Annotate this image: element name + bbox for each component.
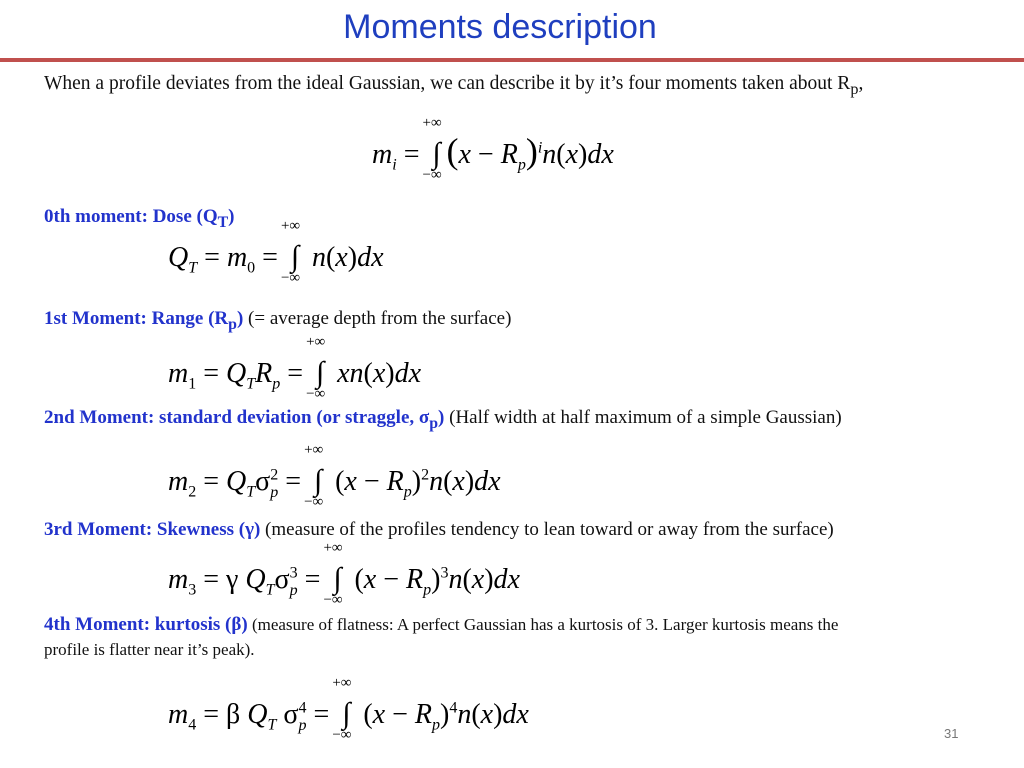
equation-moment-1: $m_1 = Q_TR_p$ = +∞ ∫ −∞ xn(x)dx <box>168 334 422 402</box>
equation-general: $m_i$ = +∞ ∫ −∞ $(x - R_p)^in(x)dx$ <box>372 115 614 183</box>
integral-sign: +∞ ∫ −∞ <box>304 442 324 510</box>
moment-3-desc: (measure of the profiles tendency to lean toward or away from the surface) <box>260 519 834 540</box>
page-number: 31 <box>944 726 959 741</box>
moment-4-desc-cont: profile is flatter near it’s peak). <box>44 640 255 659</box>
title-divider <box>0 58 1024 62</box>
integral-sign: +∞ ∫ −∞ <box>323 540 343 608</box>
moment-2-desc: (Half width at half maximum of a simple Gaussian) <box>444 407 842 428</box>
moment-4-desc: (measure of flatness: A perfect Gaussian has a kurtosis of 3. Larger kurtosis means the <box>247 615 839 634</box>
intro-end: , <box>858 73 864 94</box>
moment-3-label: 3rd Moment: Skewness (γ) <box>44 519 261 540</box>
integral-sign: +∞ ∫ −∞ <box>332 675 352 743</box>
heading-moment-3 <box>44 519 834 541</box>
intro-text <box>44 73 863 99</box>
equation-moment-3: $m_3 = \gamma$ $Q_T\sigma^3_p$ = +∞ ∫ −∞ $(x - R_p)^3n(x)dx$ <box>168 540 520 608</box>
equation-moment-2: $m_2 = Q_T\sigma^2_p$ = +∞ ∫ −∞ $(x - R_p)^2n(x)dx$ <box>168 442 501 510</box>
integral-sign: +∞ ∫ −∞ <box>422 115 442 183</box>
moment-1-label: 1st Moment: Range $(R_p)$ <box>44 308 244 333</box>
moment-0-label: 0th moment: Dose $(Q_T)$ <box>44 206 235 231</box>
moment-4-label: 4th Moment: kurtosis (β) <box>44 614 248 635</box>
moment-1-desc: (= average depth from the surface) <box>243 308 512 329</box>
intro-main: When a profile deviates from the ideal Gaussian, we can describe it by it’s four moments taken about R <box>44 73 851 94</box>
equation-moment-4: $m_4 = \beta$ $Q_T$ $\sigma^4_p$ = +∞ ∫ −∞ $(x - R_p)^4n(x)dx$ <box>168 675 529 743</box>
intro-sub: p <box>850 79 859 98</box>
integral-sign: +∞ ∫ −∞ <box>280 218 301 286</box>
equation-moment-0: $Q_T = m_0$ = +∞ ∫ −∞ n(x)dx <box>168 218 384 286</box>
integral-sign: +∞ ∫ −∞ <box>306 334 326 402</box>
moment-2-label: 2nd Moment: standard deviation (or straggle, $\sigma_p$) <box>44 407 445 432</box>
heading-moment-0 <box>44 206 235 232</box>
slide-title: Moments description <box>343 8 657 46</box>
heading-moment-2 <box>44 407 842 433</box>
heading-moment-4 <box>44 614 838 636</box>
heading-moment-1 <box>44 308 511 334</box>
